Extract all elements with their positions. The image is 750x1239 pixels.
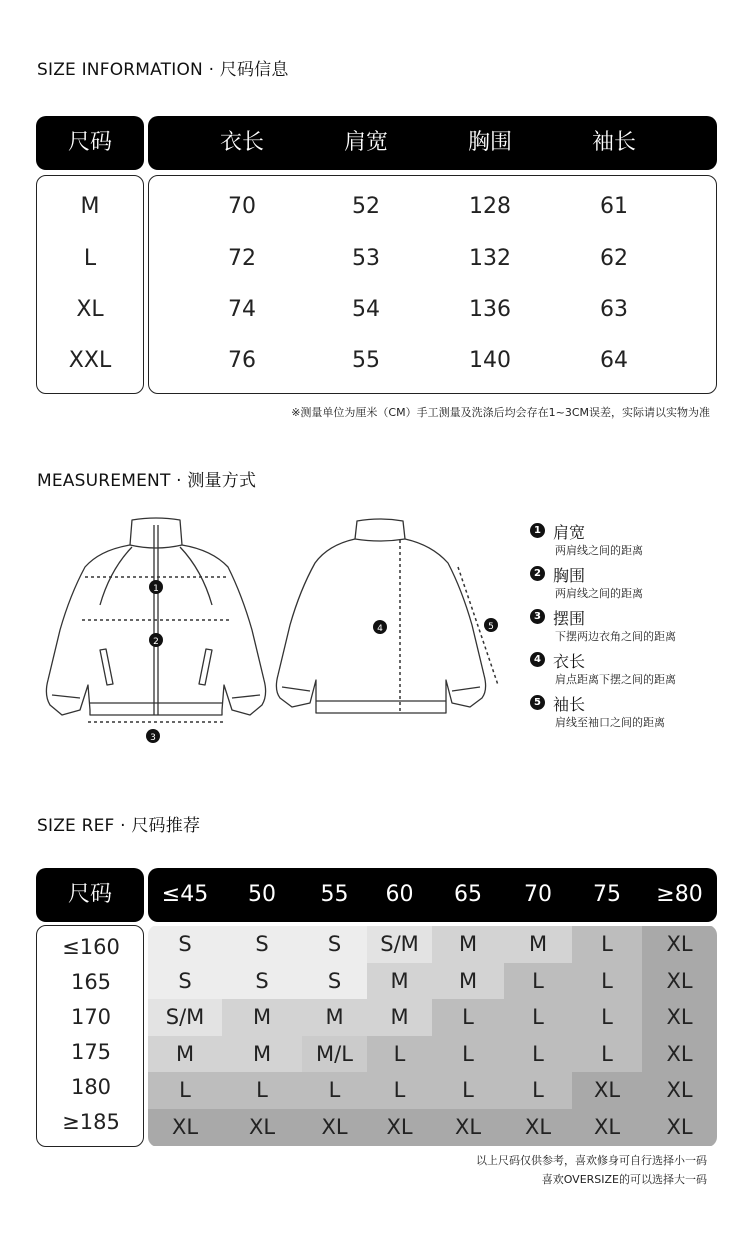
size-ref-cell: M <box>432 963 504 1000</box>
size-ref-cell: XL <box>222 1109 302 1146</box>
size-ref-cell: M <box>302 999 367 1036</box>
size-ref-cell: XL <box>504 1109 572 1146</box>
size-info-size-column <box>36 175 144 394</box>
size-ref-cell: L <box>572 926 642 963</box>
weight-header-cell: ≥80 <box>656 882 703 907</box>
header-label: 肩宽 <box>343 130 388 155</box>
legend-desc: 两肩线之间的距离 <box>555 587 643 600</box>
size-ref-cell: XL <box>642 963 717 1000</box>
legend-number-badge: 1 <box>530 523 545 538</box>
size-ref-cell: L <box>432 999 504 1036</box>
size-ref-cell: M <box>222 999 302 1036</box>
legend-title: 袖长 <box>553 695 586 714</box>
corner-label: 尺码 <box>67 882 112 907</box>
size-ref-cell: XL <box>642 1036 717 1073</box>
size-cell: XL <box>76 297 104 322</box>
size-ref-cell: M <box>504 926 572 963</box>
size-ref-cell: L <box>504 1036 572 1073</box>
size-ref-title: SIZE REF · 尺码推荐 <box>37 816 201 836</box>
header-label: 袖长 <box>591 130 636 155</box>
size-ref-cell: M <box>367 999 432 1036</box>
size-info-header-size <box>36 116 144 170</box>
size-ref-cell: L <box>222 1072 302 1109</box>
size-ref-note-1: 以上尺码仅供参考，喜欢修身可自行选择小一码 <box>476 1154 707 1167</box>
size-ref-cell: M <box>432 926 504 963</box>
size-cell: XXL <box>68 348 112 373</box>
header-label: 尺码 <box>67 130 112 155</box>
length-cell: 74 <box>228 297 256 322</box>
legend-number-badge: 5 <box>530 695 545 710</box>
size-ref-cell: S <box>148 963 222 1000</box>
legend-number-badge: 4 <box>530 652 545 667</box>
size-ref-cell: S <box>148 926 222 963</box>
svg-text:5: 5 <box>488 622 494 632</box>
sleeve-cell: 62 <box>600 246 628 271</box>
size-info-title: SIZE INFORMATION · 尺码信息 <box>37 60 289 80</box>
svg-text:1: 1 <box>153 584 159 594</box>
size-ref-cell: L <box>504 999 572 1036</box>
size-ref-cell: M <box>222 1036 302 1073</box>
shoulder-cell: 53 <box>352 246 380 271</box>
sleeve-cell: 63 <box>600 297 628 322</box>
size-ref-cell: M/L <box>302 1036 367 1073</box>
header-label: 衣长 <box>219 130 264 155</box>
size-ref-cell: S <box>302 926 367 963</box>
size-ref-cell: L <box>367 1036 432 1073</box>
size-ref-cell: L <box>572 1036 642 1073</box>
size-ref-cell: XL <box>572 1109 642 1146</box>
size-ref-cell: XL <box>642 926 717 963</box>
weight-header-cell: 55 <box>320 882 349 907</box>
size-ref-height-column <box>36 925 144 1147</box>
legend-desc: 肩点距离下摆之间的距离 <box>555 673 676 686</box>
size-ref-cell: XL <box>642 1072 717 1109</box>
size-ref-cell: XL <box>367 1109 432 1146</box>
legend-desc: 两肩线之间的距离 <box>555 544 643 557</box>
size-ref-cell: S <box>222 963 302 1000</box>
size-ref-cell: M <box>367 963 432 1000</box>
size-ref-cell: L <box>432 1072 504 1109</box>
chest-cell: 128 <box>469 194 511 219</box>
legend-number-badge: 2 <box>530 566 545 581</box>
size-ref-cell: XL <box>642 1109 717 1146</box>
size-ref-grid <box>148 925 717 1147</box>
size-ref-cell: L <box>367 1072 432 1109</box>
shoulder-cell: 52 <box>352 194 380 219</box>
legend-desc: 下摆两边衣角之间的距离 <box>555 630 676 643</box>
legend-title: 胸围 <box>553 566 586 585</box>
legend-desc: 肩线至袖口之间的距离 <box>555 716 665 729</box>
size-ref-cell: L <box>504 1072 572 1109</box>
weight-header-cell: 75 <box>593 882 621 907</box>
size-ref-cell: XL <box>148 1109 222 1146</box>
size-ref-cell: S <box>302 963 367 1000</box>
shoulder-cell: 55 <box>352 348 380 373</box>
height-cell: ≤160 <box>62 935 120 959</box>
size-ref-cell: XL <box>642 999 717 1036</box>
size-ref-cell: L <box>302 1072 367 1109</box>
weight-header-cell: 70 <box>524 882 552 907</box>
size-ref-cell: L <box>572 963 642 1000</box>
length-cell: 72 <box>228 246 256 271</box>
size-ref-cell: L <box>148 1072 222 1109</box>
jacket-back-illustration <box>270 515 510 725</box>
size-ref-cell: L <box>572 999 642 1036</box>
length-cell: 76 <box>228 348 256 373</box>
size-ref-cell: XL <box>572 1072 642 1109</box>
chest-cell: 132 <box>469 246 511 271</box>
chest-cell: 140 <box>469 348 511 373</box>
length-cell: 70 <box>228 194 256 219</box>
sleeve-cell: 64 <box>600 348 628 373</box>
weight-header-cell: ≤45 <box>161 882 209 907</box>
header-label: 胸围 <box>467 130 512 155</box>
legend-title: 衣长 <box>553 652 586 671</box>
size-ref-cell: XL <box>302 1109 367 1146</box>
height-cell: 180 <box>70 1075 112 1099</box>
size-ref-cell: S <box>222 926 302 963</box>
svg-text:4: 4 <box>377 624 383 634</box>
size-ref-cell: S/M <box>148 999 222 1036</box>
weight-header-cell: 65 <box>454 882 482 907</box>
svg-text:2: 2 <box>153 637 159 647</box>
size-ref-cell: S/M <box>367 926 432 963</box>
measurement-title: MEASUREMENT · 测量方式 <box>37 471 257 491</box>
size-ref-cell: L <box>504 963 572 1000</box>
sleeve-cell: 61 <box>600 194 628 219</box>
size-ref-cell: XL <box>432 1109 504 1146</box>
weight-header-cell: 50 <box>248 882 276 907</box>
size-ref-cell: L <box>432 1036 504 1073</box>
weight-header-cell: 60 <box>385 882 414 907</box>
size-cell: L <box>83 246 97 271</box>
legend-number-badge: 3 <box>530 609 545 624</box>
legend-title: 摆围 <box>553 609 586 628</box>
size-ref-note-2: 喜欢OVERSIZE的可以选择大一码 <box>541 1173 707 1186</box>
svg-text:3: 3 <box>150 733 156 743</box>
height-cell: 175 <box>70 1040 112 1064</box>
size-info-note: ※测量单位为厘米（CM）手工测量及洗涤后均会存在1~3CM误差，实际请以实物为准 <box>291 406 710 419</box>
chest-cell: 136 <box>469 297 511 322</box>
jacket-front-illustration <box>40 515 270 750</box>
size-ref-cell: M <box>148 1036 222 1073</box>
legend-title: 肩宽 <box>553 523 586 542</box>
size-info-values <box>148 175 717 394</box>
size-info-header-measures <box>148 116 717 170</box>
height-cell: 165 <box>70 970 112 994</box>
size-ref-weight-header <box>148 868 717 922</box>
height-cell: 170 <box>70 1005 112 1029</box>
size-ref-corner <box>36 868 144 922</box>
height-cell: ≥185 <box>62 1110 120 1134</box>
shoulder-cell: 54 <box>352 297 380 322</box>
size-cell: M <box>80 194 100 219</box>
